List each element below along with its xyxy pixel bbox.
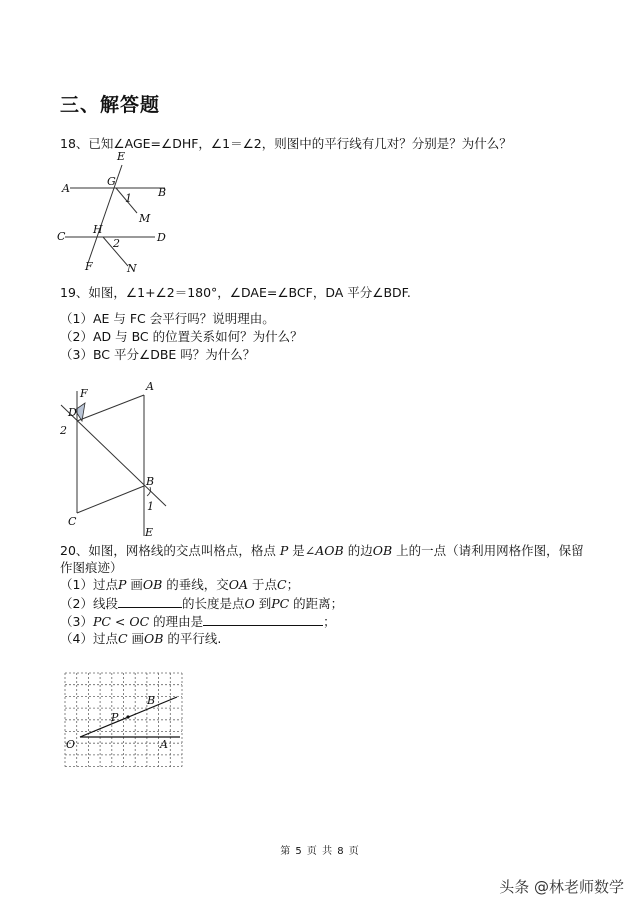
label-1: 1 [147,500,154,513]
label-F: F [80,387,88,400]
question-19-part-2: （2）AD 与 BC 的位置关系如何？为什么？ [60,329,303,344]
label-P: P [111,711,119,724]
question-20-part-4: （4）过点C 画OB 的平行线. [60,631,222,646]
label-B: B [158,186,167,199]
label-D: D [157,231,166,244]
label-H: H [93,223,103,236]
figure-q18 [55,150,175,275]
question-20-part-1: （1）过点P 画OB 的垂线，交OA 于点C； [60,577,300,592]
label-E: E [117,150,126,163]
label-N: N [127,262,137,275]
section-title: 三、解答题 [60,94,161,116]
question-20-line-1: 20、如图，网格线的交点叫格点，格点 P 是∠AOB 的边OB 上的一点（请利用网格作图，保留 [60,543,584,558]
label-G: G [107,175,116,188]
segment-cb [77,486,144,513]
point-P [126,715,129,718]
question-18-text: 18、已知∠AGE=∠DHF，∠1＝∠2，则图中的平行线有几对？分别是？为什么？ [60,136,512,151]
question-20-line-2: 作图痕迹） [60,560,123,575]
answer-blank-reason[interactable] [203,613,323,626]
question-20-part-2: （2）线段 的长度是点O 到PC 的距离； [60,596,344,611]
question-19-text: 19、如图，∠1+∠2＝180°，∠DAE=∠BCF，DA 平分∠BDF. [60,285,411,300]
label-2: 2 [60,424,67,437]
label-B: B [146,475,155,488]
label-A: A [146,380,154,393]
label-D: D [68,406,77,419]
label-A: A [160,738,168,751]
question-20-part-3: （3）PC < OC 的理由是 ； [60,614,336,629]
label-E: E [145,526,154,539]
label-C: C [57,230,66,243]
label-A: A [62,182,70,195]
label-2: 2 [113,237,120,250]
dashed-grid [65,673,182,767]
question-19-part-3: （3）BC 平分∠DBE 吗？为什么？ [60,347,256,362]
label-O: O [66,738,76,751]
label-F: F [85,260,93,273]
label-1: 1 [125,192,132,205]
figure-q20-grid [60,668,188,778]
watermark: 头条 @林老师数学 [499,878,624,896]
question-19-part-1: （1）AE 与 FC 会平行吗？说明理由。 [60,311,275,326]
label-B: B [147,694,156,707]
page-number: 第 5 页 共 8 页 [280,846,360,857]
label-M: M [139,212,151,225]
label-C: C [68,515,77,528]
figure-q19 [55,378,180,540]
answer-blank-segment[interactable] [118,595,182,608]
